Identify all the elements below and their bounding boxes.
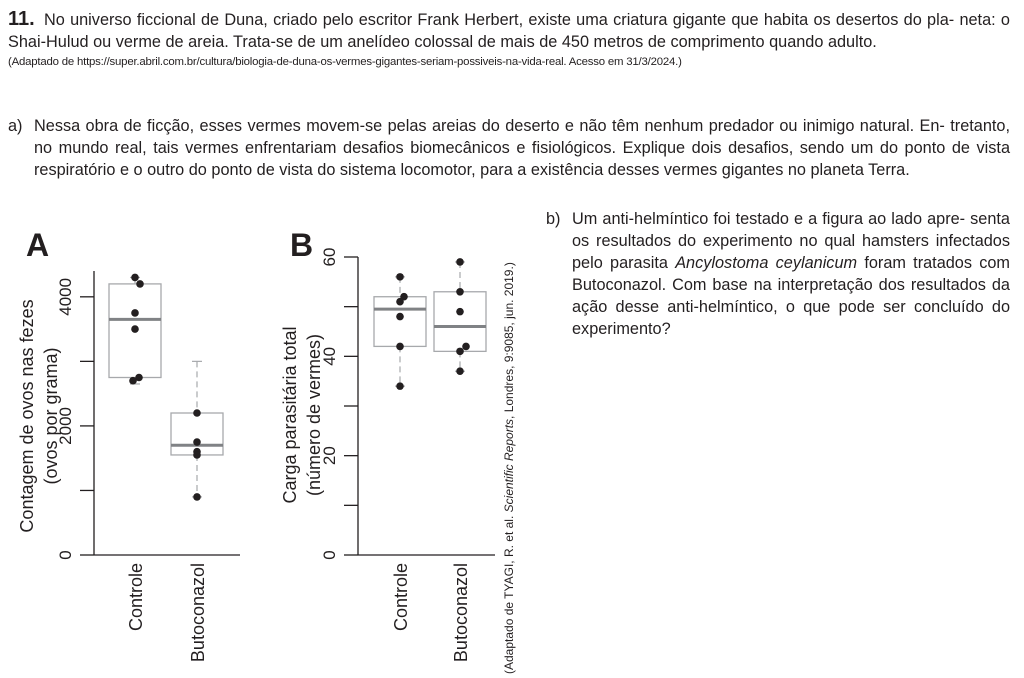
part-b-text-1: Um anti-helmíntico foi testado e a figura ao lado apre- senta os resultados do experimento no qual hamsters infectados pelo parasita — [572, 210, 1010, 272]
question-number: 11. — [8, 8, 35, 30]
category-label: Controle — [126, 563, 146, 632]
category-label: Controle — [391, 563, 411, 632]
y-tick-label: 60 — [320, 247, 339, 267]
category-label: Butoconazol — [188, 563, 208, 663]
panel-b-ylabel-2: (número de vermes) — [304, 333, 324, 497]
data-point — [193, 493, 201, 501]
data-point — [456, 288, 464, 296]
y-tick-label: 0 — [320, 550, 339, 560]
y-tick-label: 40 — [320, 346, 339, 366]
data-point — [193, 438, 201, 446]
data-point — [129, 377, 137, 385]
panel-b-chart — [320, 248, 495, 663]
part-b-letter: b) — [546, 210, 561, 228]
part-a-text: Nessa obra de ficção, esses vermes movem-se pelas areias do deserto e não têm nenhum predador ou inimigo natural. En- tretanto, no mundo real, tais vermes enfrentariam desafios biomecânicos e fisiológicos. Explique dois desafios, sendo um do ponto de vista respiratório e o outro do ponto de vista do sistema locomotor, para a existência desses vermes gigantes no planeta Terra. — [34, 117, 1010, 179]
data-point — [131, 325, 139, 333]
data-point — [193, 409, 201, 417]
data-point — [396, 273, 404, 281]
panel-a-chart — [56, 271, 240, 662]
category-label: Butoconazol — [451, 563, 471, 663]
panel-b-ylabel-1: Carga parasitária total — [280, 326, 300, 504]
panel-b-label: B — [290, 227, 314, 263]
data-point — [396, 298, 404, 306]
figure-credit — [502, 262, 516, 674]
y-tick-label: 4000 — [56, 277, 75, 316]
data-point — [396, 313, 404, 321]
data-point — [456, 367, 464, 375]
box — [434, 292, 486, 352]
data-point — [456, 308, 464, 316]
part-b-species: Ancylostoma ceylanicum — [675, 254, 858, 272]
figure-credit-journal: Scientific Reports — [502, 418, 516, 513]
data-point — [462, 343, 470, 351]
panel-a-label: A — [26, 227, 50, 263]
panel-a-ylabel-2: (ovos por grama) — [41, 347, 61, 485]
data-point — [456, 348, 464, 356]
intro-text: No universo ficcional de Duna, criado pelo escritor Frank Herbert, existe uma criatura gigante que habita os desertos do pla- neta: o Shai-Hulud ou verme de areia. Trata-se de um anelídeo colossal de mais de 450 metros de comprimento quando adulto. — [8, 11, 1010, 51]
part-b-text-2: foram tratados com Butoconazol. Com base na interpretação dos resultados da ação desse anti-helmíntico, o que pode ser concluído do experimento? — [572, 254, 1010, 338]
data-point — [136, 280, 144, 288]
panel-a-ylabel-1: Contagem de ovos nas fezes — [17, 299, 37, 533]
data-point — [131, 274, 139, 282]
part-a-letter: a) — [8, 117, 23, 135]
figure-credit-1: (Adaptado de TYAGI, R. et al. — [502, 512, 516, 674]
data-point — [131, 309, 139, 317]
data-point — [396, 343, 404, 351]
data-point — [396, 382, 404, 390]
y-tick-label: 2000 — [56, 406, 75, 445]
y-tick-label: 20 — [320, 446, 339, 466]
data-point — [456, 258, 464, 266]
data-point — [193, 451, 201, 459]
source-citation: (Adaptado de https://super.abril.com.br/cultura/biologia-de-duna-os-vermes-gigantes-seriam-possiveis-na-vida-real. Acesso em 31/3/2024.) — [8, 56, 682, 68]
y-tick-label: 0 — [56, 550, 75, 560]
figure-credit-2: , Londres, 9:9085, jun. 2019.) — [502, 262, 516, 419]
